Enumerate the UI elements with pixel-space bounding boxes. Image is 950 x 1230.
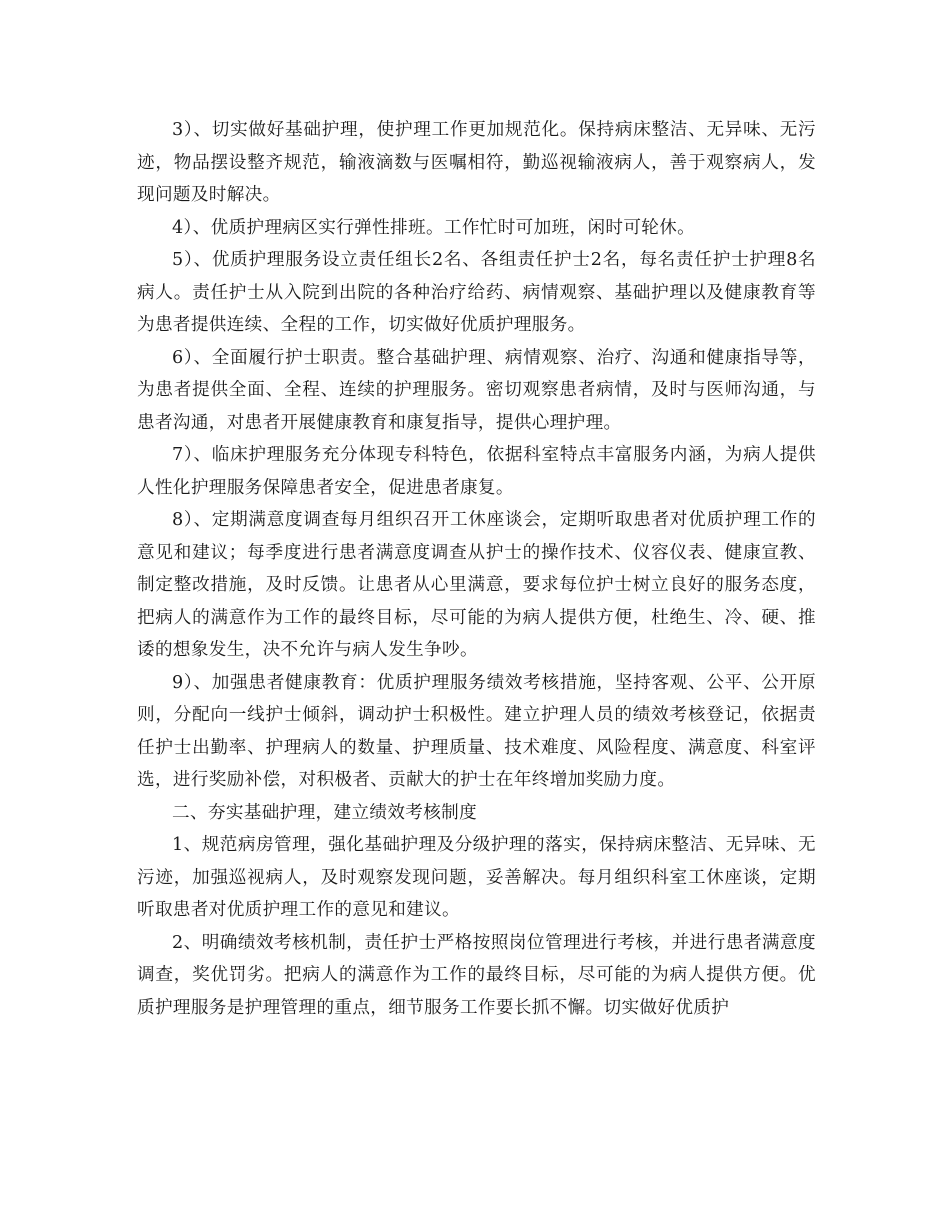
paragraph-6: 6）、全面履行护士职责。整合基础护理、病情观察、治疗、沟通和健康指导等，为患者提供全面、全程、连续的护理服务。密切观察患者病情，及时与医师沟通，与患者沟通，对患者开展健康教育和康复指导，提供心理护理。 (137, 347, 816, 433)
paragraph-9: 9）、加强患者健康教育：优质护理服务绩效考核措施，坚持客观、公平、公开原则，分配向一线护士倾斜，调动护士积极性。建立护理人员的绩效考核登记，依据责任护士出勤率、护理病人的数量、护理质量、技术难度、风险程度、满意度、科室评选，进行奖励补偿，对积极者、贡献大的护士在年终增加奖励力度。 (137, 672, 816, 790)
paragraph-8: 8）、定期满意度调查每月组织召开工休座谈会，定期听取患者对优质护理工作的意见和建议；每季度进行患者满意度调查从护士的操作技术、仪容仪表、健康宣教、制定整改措施，及时反馈。让患者从心里满意，要求每位护士树立良好的服务态度，把病人的满意作为工作的最终目标，尽可能的为病人提供方便，杜绝生、冷、硬、推诿的想象发生，决不允许与病人发生争吵。 (137, 510, 816, 660)
section-heading: 二、夯实基础护理，建立绩效考核制度 (172, 802, 478, 823)
section-item-1: 1、规范病房管理，强化基础护理及分级护理的落实，保持病床整洁、无异味、无污迹，加强巡视病人，及时观察发现问题，妥善解决。每月组织科室工休座谈，定期听取患者对优质护理工作的意见和建议。 (137, 835, 816, 920)
paragraph-4: 4）、优质护理病区实行弹性排班。工作忙时可加班，闲时可轮休。 (172, 217, 696, 238)
section-item-2: 2、明确绩效考核机制，责任护士严格按照岗位管理进行考核，并进行患者满意度调查，奖优罚劣。把病人的满意作为工作的最终目标，尽可能的为病人提供方便。优质护理服务是护理管理的重点，细节服务工作要长抓不懈。切实做好优质护 (137, 932, 816, 1018)
paragraph-3: 3）、切实做好基础护理，使护理工作更加规范化。保持病床整洁、无异味、无污迹，物品摆设整齐规范，输液滴数与医嘱相符，勤巡视输液病人，善于观察病人，发现问题及时解决。 (137, 120, 816, 205)
paragraph-5: 5）、优质护理服务设立责任组长2名、各组责任护士2名，每名责任护士护理8名病人。责任护士从入院到出院的各种治疗给药、病情观察、基础护理以及健康教育等为患者提供连续、全程的工作，切实做好优质护理服务。 (137, 250, 816, 335)
paragraph-7: 7）、临床护理服务充分体现专科特色，依据科室特点丰富服务内涵，为病人提供人性化护理服务保障患者安全，促进患者康复。 (137, 445, 816, 498)
